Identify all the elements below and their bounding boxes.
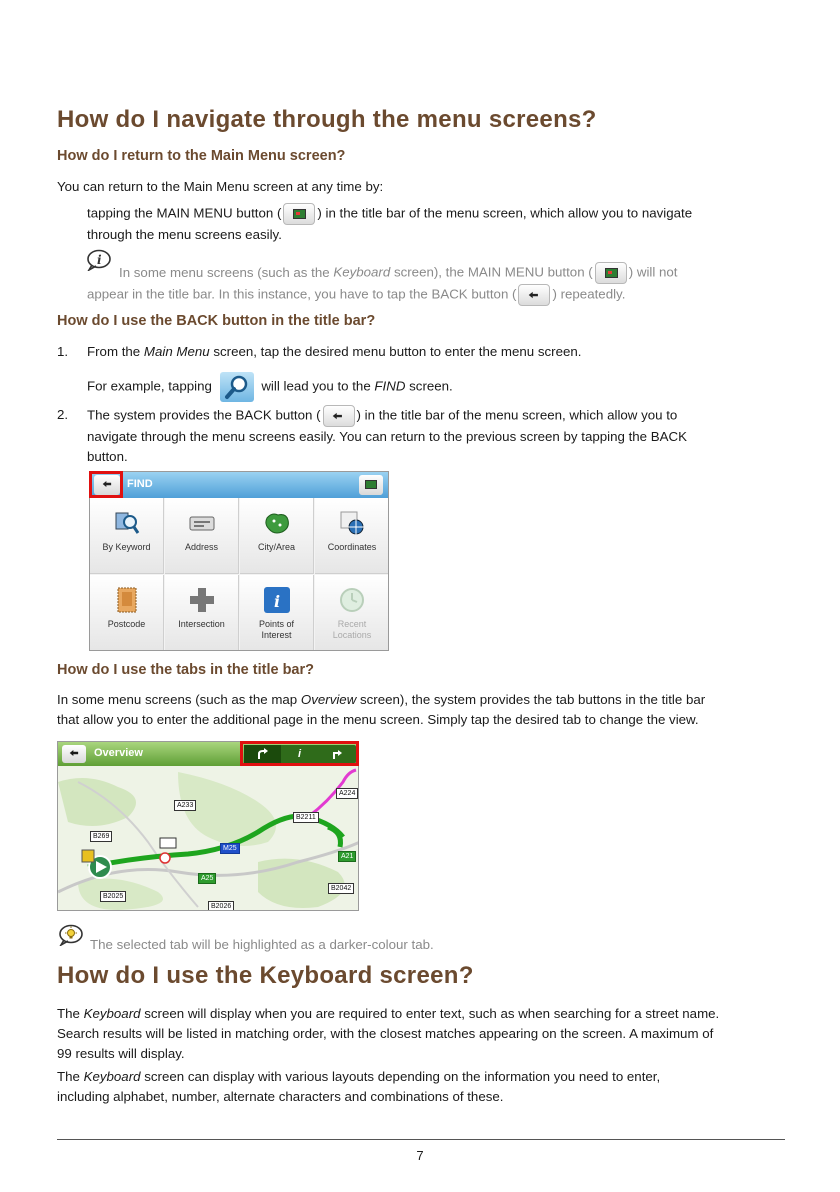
tile-recent-locations[interactable] (315, 575, 389, 651)
tile-intersection[interactable] (165, 575, 239, 651)
keyword-search-icon (114, 510, 140, 536)
road-label: B269 (90, 831, 112, 842)
step2-text-d: button. (87, 449, 128, 464)
road-label: A25 (198, 873, 216, 884)
tile-label-points-of-interest: Points of Interest (258, 619, 295, 640)
tip-lightbulb-icon (58, 924, 84, 946)
road-label: M25 (220, 843, 240, 854)
find-main-menu-button[interactable] (359, 475, 383, 495)
note-text-d: appear in the title bar. In this instance, you have to tap the BACK button ( (87, 286, 517, 302)
keyboard-paragraph-2 (57, 1067, 797, 1107)
intersection-cross-icon (189, 587, 215, 613)
tile-label-coordinates: Coordinates (327, 542, 377, 552)
main-menu-button-icon-note (595, 262, 627, 284)
tabs-description (57, 690, 792, 730)
footer-rule (57, 1139, 785, 1140)
example-text-b: will lead you to the (261, 378, 375, 394)
road-label: B2042 (328, 883, 354, 894)
svg-text:i: i (97, 253, 102, 267)
tile-label-address: Address (184, 542, 219, 552)
postcode-stamp-icon (114, 587, 140, 613)
note-text-c: ) will not (628, 264, 678, 280)
step1-italic-main-menu: Main Menu (143, 344, 210, 359)
tabs-text-a: In some menu screens (such as the map (57, 692, 301, 707)
road-label: B2026 (208, 901, 234, 911)
section-title-navigate: How do I navigate through the menu screens? (57, 106, 597, 133)
coordinates-crosshair-icon (339, 510, 365, 536)
step-2-text (87, 405, 787, 467)
kb-p2-italic: Keyboard (83, 1069, 141, 1084)
tile-label-city-area: City/Area (257, 542, 295, 552)
tabs-italic-overview: Overview (300, 692, 357, 707)
example-italic-find: FIND (374, 378, 406, 394)
tile-label-postcode: Postcode (107, 619, 146, 629)
step1-text-a: From the (87, 344, 144, 359)
step2-text-b: ) in the title bar of the menu screen, which allow you to (356, 407, 678, 423)
main-menu-intro: You can return to the Main Menu screen at any time by: (57, 179, 384, 194)
bullet-text-a: tapping the MAIN MENU button ( (87, 205, 282, 221)
bullet-text-b: ) in the title bar of the menu screen, which allow you to navigate (317, 205, 693, 221)
bullet-text-c: through the menu screens easily. (87, 227, 282, 242)
section-title-keyboard: How do I use the Keyboard screen? (57, 962, 474, 989)
back-button-highlight (89, 471, 123, 498)
tabs-text-b: screen), the system provides the tab buttons in the title bar (356, 692, 706, 707)
kb-p1-text-d: 99 results will display. (57, 1046, 185, 1061)
overview-screen-title: Overview (94, 747, 143, 759)
road-label: A224 (336, 788, 358, 799)
step-number-1: 1. (57, 344, 69, 359)
example-text-c: screen. (405, 378, 453, 394)
main-menu-bullet (87, 203, 787, 245)
city-area-map-icon (264, 510, 290, 536)
back-button-icon-note: 🠨 (518, 284, 550, 306)
tabs-highlight (240, 741, 359, 766)
subsection-title-back-button: How do I use the BACK button in the title bar? (57, 313, 376, 329)
kb-p2-text-a: The (57, 1069, 84, 1084)
example-text (87, 372, 453, 402)
road-label: A21 (338, 851, 356, 862)
clock-recent-icon (339, 587, 365, 613)
svg-text:i: i (274, 592, 281, 611)
tabs-text-c: that allow you to enter the additional page in the menu screen. Simply tap the desired tab to change the view. (57, 712, 699, 727)
find-screen-screenshot (89, 471, 389, 651)
note-italic-keyboard: Keyboard (333, 264, 391, 280)
tile-city-area[interactable] (240, 498, 314, 574)
kb-p1-italic: Keyboard (83, 1006, 141, 1021)
note-text-a: In some menu screens (such as the (119, 264, 334, 280)
find-search-icon (220, 372, 254, 402)
tile-label-recent-locations: Recent Locations (332, 619, 372, 640)
tile-points-of-interest[interactable] (240, 575, 314, 651)
note-text-e: ) repeatedly. (552, 286, 626, 302)
kb-p2-text-c: including alphabet, number, alternate characters and combinations of these. (57, 1089, 504, 1104)
page-number: 7 (416, 1148, 424, 1163)
find-title-bar (90, 472, 388, 498)
tab-info[interactable]: i (297, 748, 302, 760)
example-text-a: For example, tapping (87, 378, 212, 394)
road-label: B2211 (293, 812, 319, 823)
main-menu-note (87, 262, 787, 306)
back-button-icon: 🠨 (323, 405, 355, 427)
overview-back-button[interactable]: 🠨 (62, 745, 86, 763)
note-text-b: screen), the MAIN MENU button ( (390, 264, 593, 280)
subsection-title-tabs: How do I use the tabs in the title bar? (57, 662, 314, 678)
keyboard-paragraph-1 (57, 1004, 797, 1064)
find-back-button[interactable]: 🠨 (94, 475, 120, 495)
step-number-2: 2. (57, 407, 69, 422)
kb-p1-text-c: Search results will be listed in matching order, with the closest matches appearing on the screen. A maximum of (57, 1026, 714, 1041)
tile-by-keyword[interactable] (90, 498, 164, 574)
main-menu-button-icon (283, 203, 315, 225)
road-label: A233 (174, 800, 196, 811)
info-poi-icon (264, 587, 290, 613)
kb-p2-text-b: screen can display with various layouts depending on the information you need to enter, (140, 1069, 661, 1084)
kb-p1-text-b: screen will display when you are required to enter text, such as when searching for a street name. (140, 1006, 720, 1021)
find-screen-title: FIND (127, 478, 153, 490)
road-label: B2025 (100, 891, 126, 902)
overview-map (58, 742, 359, 911)
step2-text-a: The system provides the BACK button ( (87, 407, 321, 423)
step1-text-b: screen, tap the desired menu button to enter the menu screen. (209, 344, 582, 359)
tile-label-intersection: Intersection (178, 619, 225, 629)
step2-text-c: navigate through the menu screens easily. You can return to the previous screen by tapping the BACK (87, 429, 687, 444)
tile-postcode[interactable] (90, 575, 164, 651)
address-card-icon (189, 510, 215, 536)
tip-text: The selected tab will be highlighted as a darker-colour tab. (90, 937, 434, 952)
step-1-text (87, 342, 582, 362)
tile-address[interactable] (165, 498, 239, 574)
tile-coordinates[interactable] (315, 498, 389, 574)
kb-p1-text-a: The (57, 1006, 84, 1021)
tile-label-by-keyword: By Keyword (102, 542, 151, 552)
subsection-title-main-menu: How do I return to the Main Menu screen? (57, 148, 346, 164)
overview-screen-screenshot (57, 741, 359, 911)
